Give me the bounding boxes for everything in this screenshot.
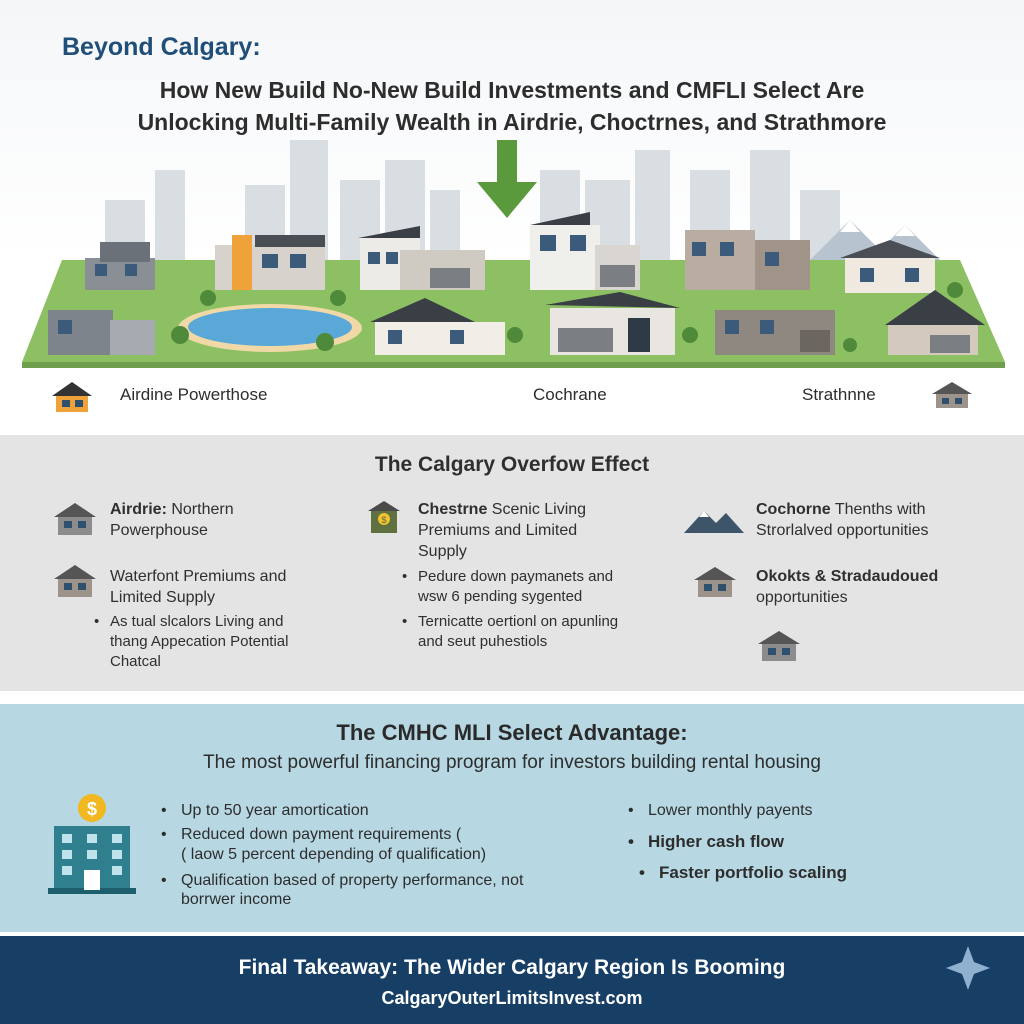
footer-url[interactable]: CalgaryOuterLimitsInvest.com (381, 988, 643, 1008)
okokts-item-title: Okokts & Stradaudoued (756, 568, 939, 585)
house-icon (52, 501, 98, 537)
col2-bullet-2: • Ternicatte oertionl on apunling and seut puhestiols (418, 612, 638, 652)
footer (0, 936, 1024, 1024)
mli-left-bullet-3-cont: borrwer income (181, 891, 292, 908)
mli-section (0, 704, 1024, 932)
overflow-section (0, 435, 1024, 691)
airdrie-item (110, 499, 270, 541)
place-label-airdrie: Airdine Powerthose (120, 385, 268, 404)
mli-right-bullet-3: • Faster portfolio scaling (659, 863, 847, 883)
airdrie-item-title: Airdrie: (110, 501, 167, 518)
svg-text:$: $ (86, 799, 98, 819)
mli-right-bullet-1: • Lower monthly payents (648, 801, 813, 821)
house-icon (930, 380, 974, 410)
mli-left-bullet-3: • Qualification based of property performance, not (181, 871, 523, 891)
overflow-title: The Calgary Overfow Effect (374, 453, 650, 476)
house-5 (685, 230, 810, 290)
col1-bullet: • As tual slcalors Living and thang Appecation Potential Chatcal (110, 612, 325, 672)
mli-left-bullet-1: • Up to 50 year amortication (181, 801, 369, 821)
mli-title: The CMHC MLI Select Advantage: (336, 720, 688, 745)
waterfront-item: Waterfont Premiums and Limited Supply (110, 568, 287, 606)
chestrne-item-title: Chestrne (418, 501, 488, 518)
kicker-title: Beyond Calgary: (62, 33, 261, 61)
mli-left-bullet-2-cont: ( laow 5 percent depending of qualification) (181, 846, 487, 863)
house-10 (715, 310, 835, 355)
place-label-strathmore: Strathnne (802, 385, 876, 404)
mli-left-bullet-2: • Reduced down payment requirements ( (181, 825, 461, 845)
cochorne-item-text: Thenths with Strorlalved opportunities (756, 501, 929, 539)
airdrie-item-text: Northern Powerphouse (110, 501, 234, 539)
headline (0, 74, 1024, 138)
col2-bullet-1: • Pedure down paymanets and wsw 6 pending sygented (418, 567, 638, 607)
okokts-item (756, 566, 976, 608)
down-arrow-icon (477, 140, 537, 218)
house-icon (692, 565, 738, 599)
mli-right-bullet-2: • Higher cash flow (648, 832, 784, 852)
headline-line-2: Unlocking Multi-Family Wealth in Airdrie, Choctrnes, and Strathmore (137, 109, 887, 135)
mountain-icon (684, 507, 744, 535)
chestrne-item-text: Scenic Living Premiums and Limited Supply (418, 501, 587, 560)
mli-subtitle: The most powerful financing program for investors building rental housing (203, 752, 821, 773)
house-icon (52, 563, 98, 599)
hero-section (0, 0, 1024, 435)
footer-title: Final Takeaway: The Wider Calgary Region Is Booming (238, 956, 786, 979)
house-icon (48, 380, 96, 414)
svg-text:$: $ (381, 515, 387, 525)
okokts-item-text: opportunities (756, 589, 848, 606)
chestrne-item (418, 499, 618, 562)
sparkle-icon (944, 944, 992, 992)
place-label-cochrane: Cochrane (533, 385, 607, 404)
suburb-illustration (0, 130, 1024, 380)
headline-line-1: How New Build No-New Build Investments and CMFLI Select Are (159, 77, 865, 103)
house-icon (756, 629, 802, 663)
cochorne-item (756, 499, 966, 541)
house-2 (215, 235, 325, 290)
house-1 (85, 242, 155, 290)
building-money-icon (44, 792, 140, 894)
cochorne-item-title: Cochorne (756, 501, 831, 518)
money-house-icon (366, 499, 402, 535)
